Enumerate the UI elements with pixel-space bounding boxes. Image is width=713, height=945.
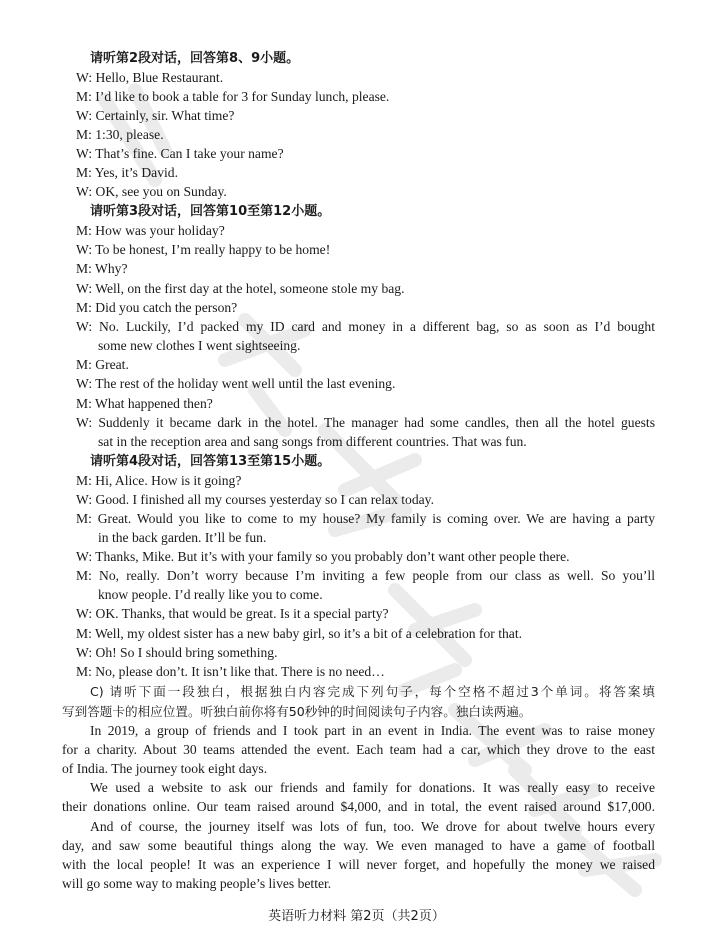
dialogue-line: W: That’s fine. Can I take your name? (76, 146, 284, 161)
monologue-line: of India. The journey took eight days. (62, 761, 268, 776)
dialogue-line: M: Well, my oldest sister has a new baby girl, so it’s a bit of a celebration for that. (76, 626, 523, 641)
dialogue-line-continued: sat in the reception area and sang songs from different countries. That was fun. (98, 434, 527, 449)
dialogue-line: W: OK, see you on Sunday. (76, 184, 227, 199)
dialogue-line: M: Why? (76, 261, 128, 276)
dialogue-line: W: Good. I finished all my courses yesterday so I can relax today. (76, 492, 434, 507)
monologue-line: for a charity. About 30 teams attended the event. Each team had a car, which they drove to the east (62, 742, 655, 757)
monologue-line: their donations online. Our team raised around $4,000, and in total, the event raised around $17,000. (62, 799, 655, 814)
section-2-heading: 请听第2段对话，回答第8、9小题。 (90, 51, 300, 66)
dialogue-line: M: Did you catch the person? (76, 300, 238, 315)
dialogue-line: W: Well, on the first day at the hotel, someone stole my bag. (76, 281, 405, 296)
section-c-instruction: C) 请听下面一段独白，根据独白内容完成下列句子，每个空格不超过3个单词。将答案填 (90, 684, 655, 699)
monologue-line: And of course, the journey itself was lots of fun, too. We drove for about twelve hours every (90, 819, 655, 834)
dialogue-line: W: OK. Thanks, that would be great. Is it a special party? (76, 606, 389, 621)
dialogue-line: M: What happened then? (76, 396, 213, 411)
monologue-line: will go some way to making people’s lives better. (62, 876, 332, 891)
dialogue-line: W: Thanks, Mike. But it’s with your family so you probably don’t want other people there. (76, 549, 570, 564)
monologue-line: In 2019, a group of friends and I took part in an event in India. The event was to raise money (90, 723, 655, 738)
dialogue-line-continued: in the back garden. It’ll be fun. (98, 530, 267, 545)
dialogue-line: M: 1:30, please. (76, 127, 164, 142)
monologue-line: We used a website to ask our friends and family for donations. It was really easy to receive (90, 780, 655, 795)
dialogue-line: M: No, please don’t. It isn’t like that. There is no need… (76, 664, 385, 679)
dialogue-line: W: To be honest, I’m really happy to be home! (76, 242, 331, 257)
dialogue-line: M: Hi, Alice. How is it going? (76, 473, 242, 488)
monologue-line: day, and saw some beautiful things along the way. We even managed to have a game of football (62, 838, 655, 853)
dialogue-line: W: No. Luckily, I’d packed my ID card and money in a different bag, so as soon as I’d bought (76, 319, 655, 334)
dialogue-line: W: The rest of the holiday went well until the last evening. (76, 376, 396, 391)
dialogue-line-continued: some new clothes I went sightseeing. (98, 338, 301, 353)
dialogue-line: M: How was your holiday? (76, 223, 225, 238)
section-4-heading: 请听第4段对话，回答第13至第15小题。 (90, 454, 331, 469)
dialogue-line: M: Yes, it’s David. (76, 165, 178, 180)
dialogue-line: M: Great. (76, 357, 129, 372)
section-c-instruction-continued: 写到答题卡的相应位置。听独白前你将有50秒钟的时间阅读句子内容。独白读两遍。 (62, 704, 532, 719)
dialogue-line: W: Hello, Blue Restaurant. (76, 70, 224, 85)
section-3-heading: 请听第3段对话，回答第10至第12小题。 (90, 204, 331, 219)
dialogue-line: M: No, really. Don’t worry because I’m inviting a few people from our class as well. So you’ll (76, 568, 655, 583)
page-footer: 英语听力材料 第2页（共2页） (268, 909, 445, 924)
dialogue-line: M: I’d like to book a table for 3 for Sunday lunch, please. (76, 89, 390, 104)
monologue-line: with the local people! It was an experience I will never forget, and hopefully the money we raised (62, 857, 655, 872)
dialogue-line-continued: know people. I’d really like you to come. (98, 587, 323, 602)
dialogue-line: W: Certainly, sir. What time? (76, 108, 235, 123)
dialogue-line: M: Great. Would you like to come to my house? My family is coming over. We are having a party (76, 511, 655, 526)
dialogue-line: W: Oh! So I should bring something. (76, 645, 278, 660)
dialogue-line: W: Suddenly it became dark in the hotel. The manager had some candles, then all the hotel guests (76, 415, 655, 430)
